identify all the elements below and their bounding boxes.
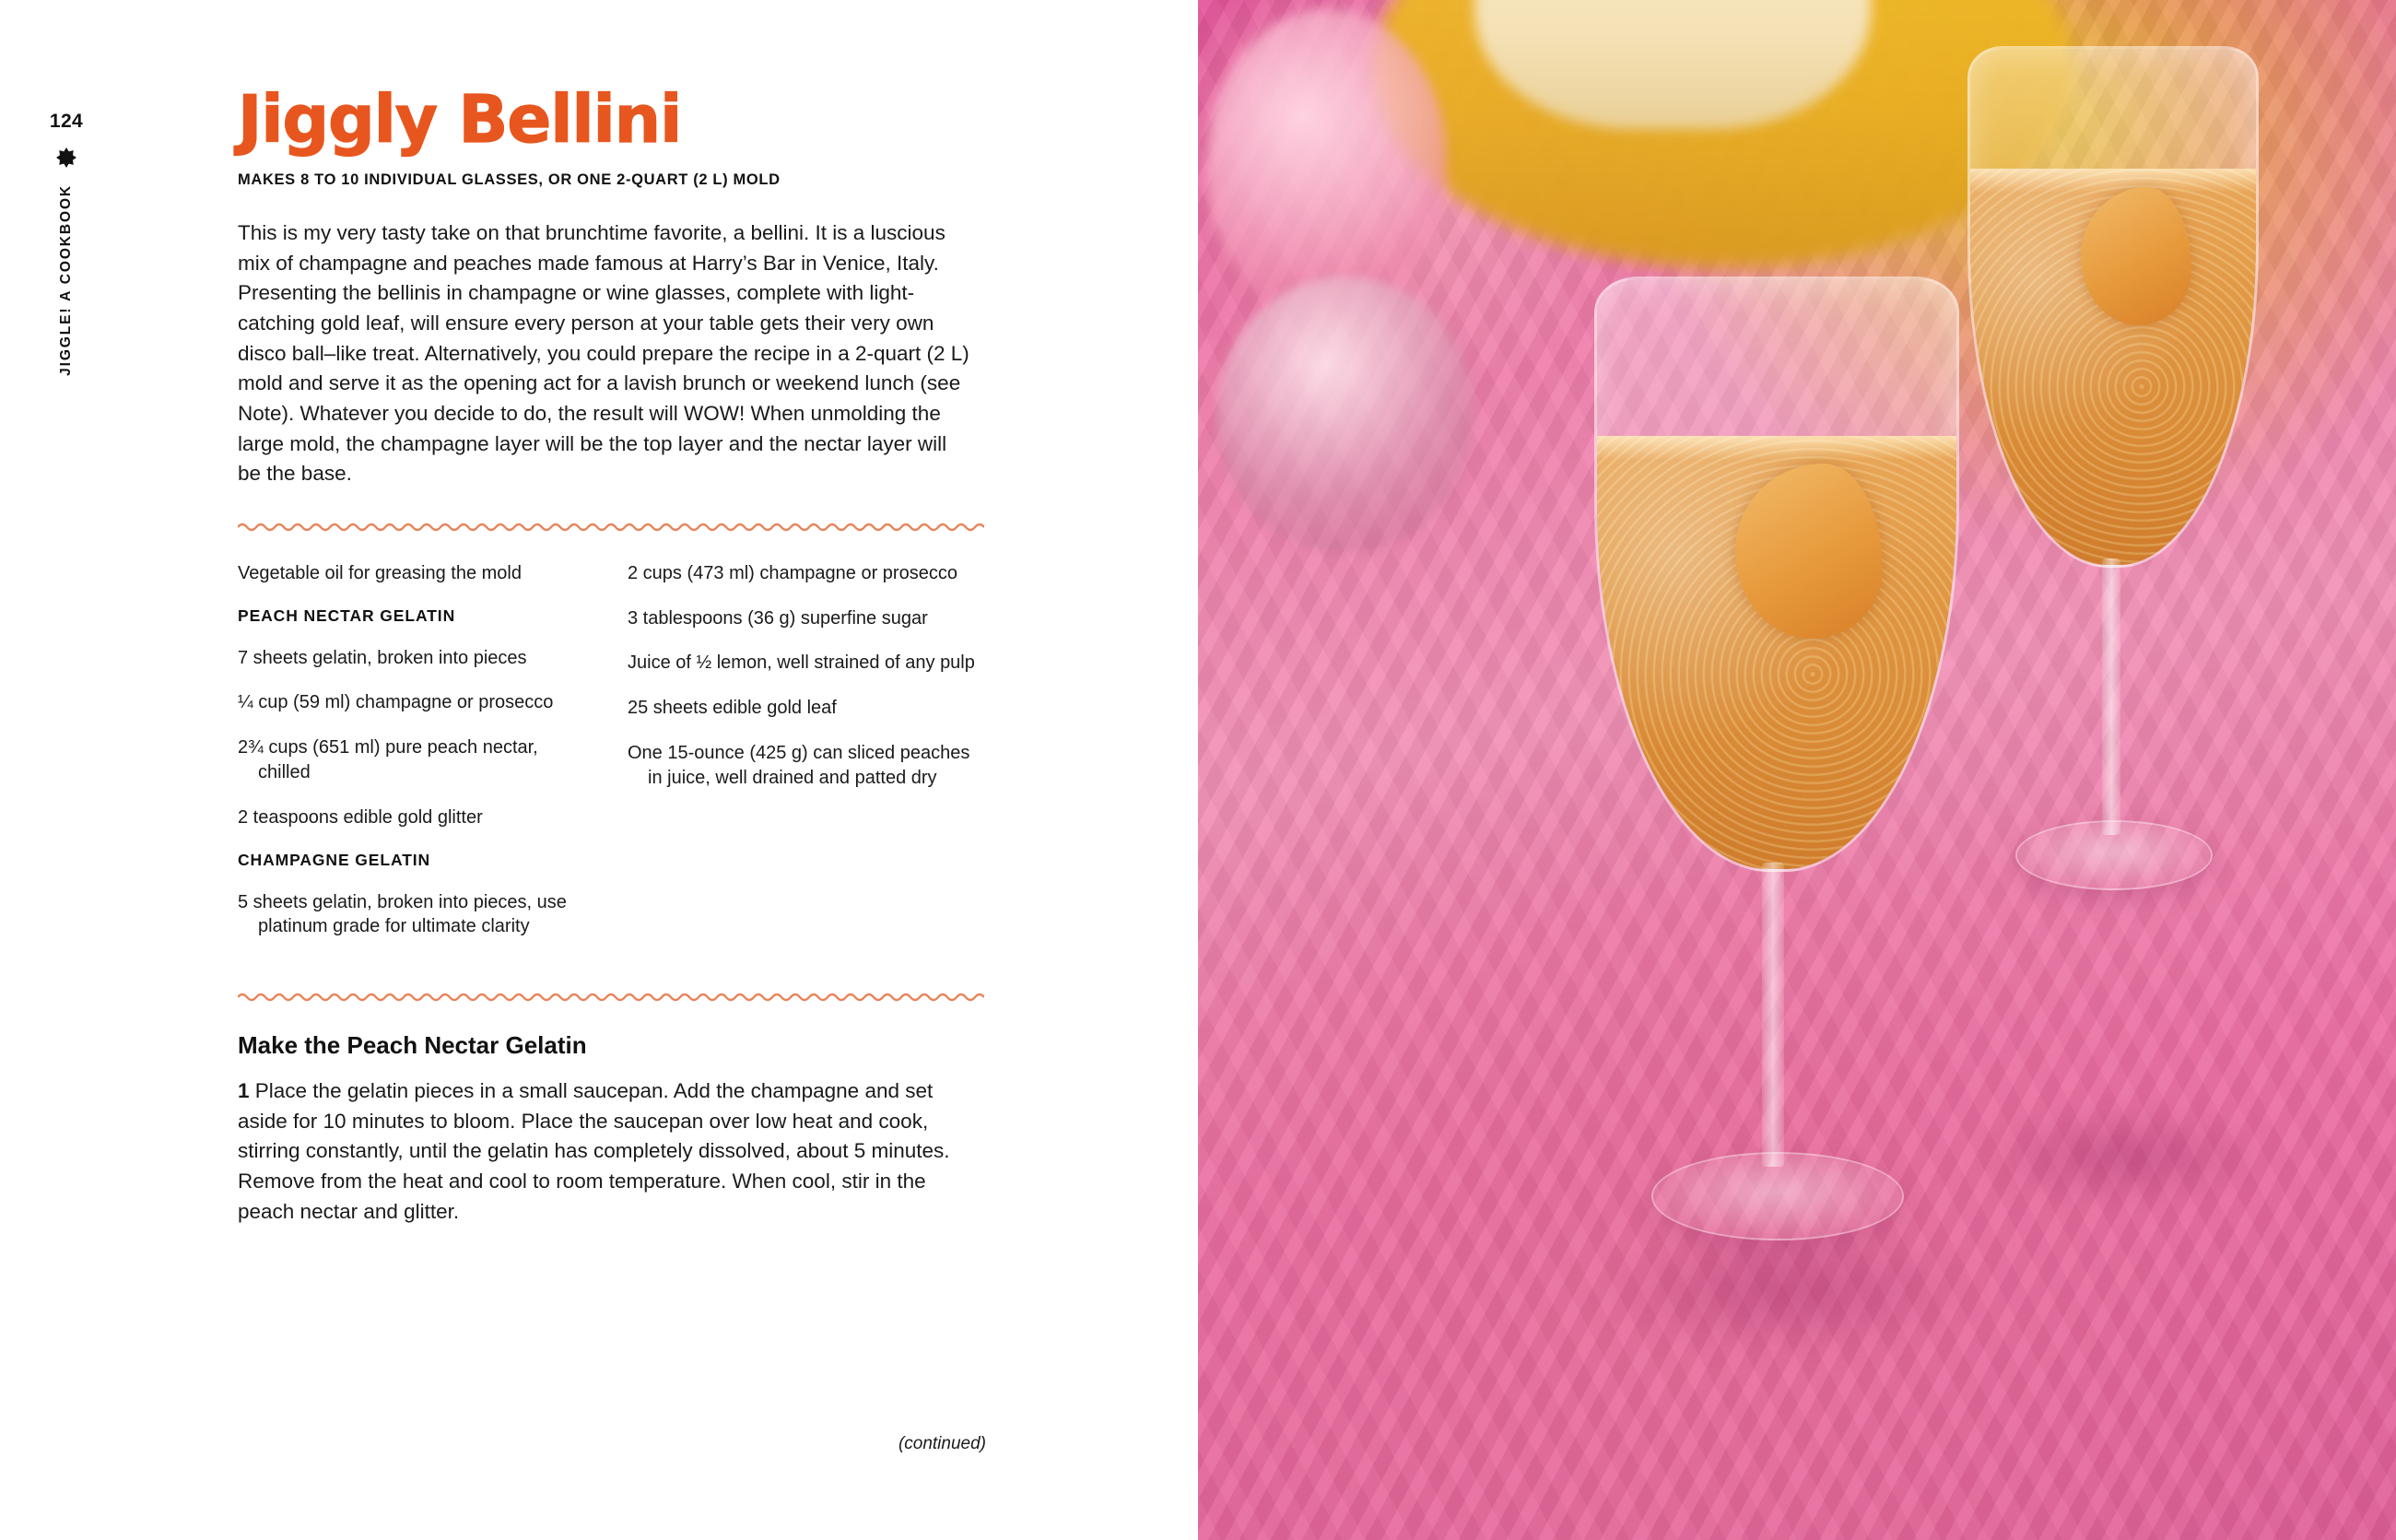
glass-bowl <box>1967 46 2259 568</box>
ingredient-item: 25 sheets edible gold leaf <box>628 698 837 719</box>
food-photograph <box>1198 0 2396 1540</box>
page-title: Jiggly Bellini <box>238 81 682 158</box>
champagne-glass-back <box>1967 46 2290 1207</box>
ingredient-item: 7 sheets gelatin, broken into pieces <box>238 647 527 668</box>
recipe-headnote: This is my very tasty take on that brunchtime favorite, a bellini. It is a luscious mix of champagne and peaches made famous at Harry’s Bar in Venice, Italy. Presenting the bellinis in champagne or wine glasses, complete with light-catching gold leaf, will ensure every person at your table gets their very own disco ball–like treat. Alternatively, you could prepare the recipe in a 2-quart (2 L) mold and serve it as the opening act for a lavish brunch or weekend lunch (see Note). Whatever you decide to do, the result will WOW! When unmolding the large mold, the champagne layer will be the top layer and the nectar layer will be the base. <box>238 221 969 486</box>
step-number: 1 <box>238 1079 250 1103</box>
divider-squiggle-bottom <box>238 991 984 1004</box>
page-number: 124 <box>49 111 84 132</box>
recipe-photo-page <box>1198 0 2396 1540</box>
ingredient-item: 5 sheets gelatin, broken into pieces, use platinum grade for ultimate clarity <box>238 891 567 937</box>
step-text: Place the gelatin pieces in a small saucepan. Add the champagne and set aside for 10 minutes to bloom. Place the saucepan over low heat and cook, stirring constantly, until the gelatin has completely dissolved, about 5 minutes. Remove from the heat and cool to room temperature. When cool, stir in the peach nectar and glitter. <box>238 1079 950 1223</box>
glass-foot <box>1651 1152 1904 1240</box>
ingredient-item: ¼ cup (59 ml) champagne or prosecco <box>238 692 554 713</box>
gelatin-surface <box>1970 169 2256 193</box>
recipe-yield: MAKES 8 TO 10 INDIVIDUAL GLASSES, OR ONE 2-QUART (2 L) MOLD <box>238 171 781 189</box>
divider-squiggle-top <box>238 521 984 534</box>
glass-stem <box>1762 863 1784 1167</box>
background-pink-glass <box>1207 9 1447 313</box>
running-head: JIGGLE! A COOKBOOK <box>58 184 74 376</box>
ingredient-item: One 15-ounce (425 g) can sliced peaches in juice, well drained and patted dry <box>628 742 970 788</box>
ingredient-item: Juice of ½ lemon, well strained of any pulp <box>628 652 975 674</box>
ingredients-column-left <box>238 561 594 959</box>
folio-block <box>39 111 94 376</box>
glass-bowl <box>1594 276 1959 872</box>
method-step <box>238 1076 982 1227</box>
ingredients-block <box>238 561 984 959</box>
ingredients-subheading: PEACH NECTAR GELATIN <box>238 605 456 625</box>
ingredients-column-right <box>628 561 984 959</box>
glass-foot <box>2015 820 2213 890</box>
ingredient-item: 2¾ cups (651 ml) pure peach nectar, chilled <box>238 737 538 782</box>
ingredient-item: 3 tablespoons (36 g) superfine sugar <box>628 607 928 629</box>
ingredients-subheading: CHAMPAGNE GELATIN <box>238 850 431 869</box>
ingredient-item: Vegetable oil for greasing the mold <box>238 562 522 583</box>
champagne-glass-front <box>1594 276 1991 1511</box>
glass-ornament <box>1216 276 1474 553</box>
continued-note: (continued) <box>898 1434 986 1453</box>
glass-stem <box>2102 558 2120 835</box>
gelatin-surface <box>1597 436 1956 460</box>
ingredient-item: 2 cups (473 ml) champagne or prosecco <box>628 562 957 583</box>
flower-dot-icon <box>56 147 76 168</box>
ingredient-item: 2 teaspoons edible gold glitter <box>238 806 483 828</box>
recipe-content <box>238 81 986 1227</box>
method-heading: Make the Peach Nectar Gelatin <box>238 1031 587 1060</box>
